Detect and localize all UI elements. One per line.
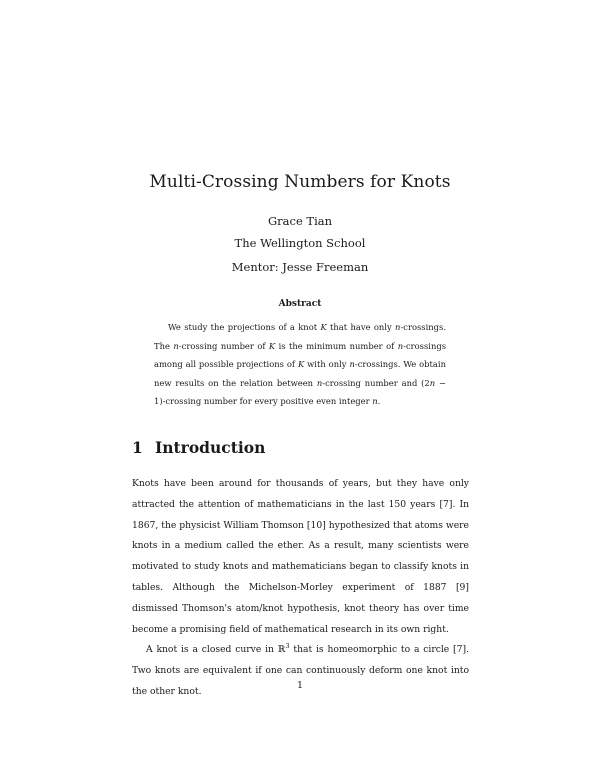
- section-heading: [132, 438, 265, 457]
- section-number: 1: [132, 438, 143, 457]
- paragraph: Knots have been around for thousands of years, but they have only attracted the attention of mathematicians in the last 150 years [7]. In 1867, the physicist William Thomson [10] hypothesized that atoms were knots in a medium called the ether. As a result, many scientists were motivated to study knots and mathematicians began to classify knots in tables. Although the Michelson-Morley experiment of 1887 [9] dismissed Thomson's atom/knot hypothesis, knot theory has over time become a promising field of mathematical research in its own right.: [132, 478, 469, 635]
- mentor-line: Mentor: Jesse Freeman: [231, 260, 369, 274]
- section-title: Introduction: [155, 438, 266, 457]
- author-name: Grace Tian: [267, 214, 333, 228]
- abstract-text: We study the projections of a knot K that have only n-crossings. The n-crossing number of K is the minimum number of n-crossings among all possible projections of K with only n-crossings. We obtain new results on the relation between n-crossing number and (2n − 1)-crossing number for every positive even integer n.: [154, 322, 447, 406]
- page-number: 1: [296, 680, 304, 691]
- section-body: [132, 474, 469, 703]
- abstract-heading: Abstract: [278, 299, 322, 309]
- paragraph: A knot is a closed curve in ℝ$^3$ that is homeomorphic to a circle [7]. Two knots are equivalent if one can continuously deform one knot into the other knot.: [132, 642, 469, 697]
- author-affiliation: The Wellington School: [234, 236, 366, 250]
- paper-title: Multi-Crossing Numbers for Knots: [149, 172, 451, 192]
